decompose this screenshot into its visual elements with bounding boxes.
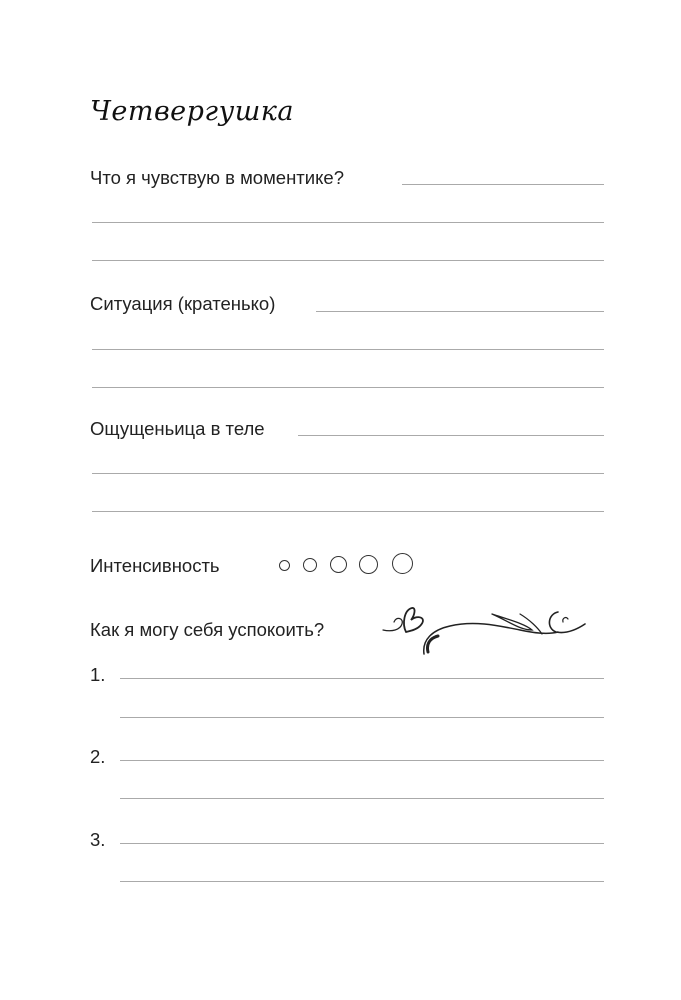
question-body: Ощущеньица в теле xyxy=(90,418,265,439)
intensity-circle-4[interactable] xyxy=(359,555,378,574)
answer-line[interactable] xyxy=(92,260,604,261)
intensity-circle-1[interactable] xyxy=(279,560,290,571)
item-number-1: 1. xyxy=(90,664,106,685)
item-number-2: 2. xyxy=(90,746,106,767)
question-intensity: Интенсивность xyxy=(90,555,220,576)
answer-line[interactable] xyxy=(120,678,604,679)
question-situation: Ситуация (кратенько) xyxy=(90,293,276,314)
flourish-ornament-icon xyxy=(380,600,595,658)
intensity-circle-2[interactable] xyxy=(303,558,317,572)
answer-line[interactable] xyxy=(120,881,604,882)
answer-line[interactable] xyxy=(120,843,604,844)
answer-line[interactable] xyxy=(92,387,604,388)
item-number-3: 3. xyxy=(90,829,106,850)
question-calm: Как я могу себя успокоить? xyxy=(90,619,325,640)
intensity-circle-5[interactable] xyxy=(392,553,413,574)
intensity-circle-3[interactable] xyxy=(330,556,347,573)
answer-line[interactable] xyxy=(316,311,604,312)
answer-line[interactable] xyxy=(120,798,604,799)
answer-line[interactable] xyxy=(120,760,604,761)
answer-line[interactable] xyxy=(92,349,604,350)
answer-line[interactable] xyxy=(92,473,604,474)
question-feeling: Что я чувствую в моментике? xyxy=(90,167,344,188)
answer-line[interactable] xyxy=(92,511,604,512)
answer-line[interactable] xyxy=(120,717,604,718)
page-title: Четвергушка xyxy=(90,96,295,127)
answer-line[interactable] xyxy=(402,184,604,185)
answer-line[interactable] xyxy=(298,435,604,436)
answer-line[interactable] xyxy=(92,222,604,223)
